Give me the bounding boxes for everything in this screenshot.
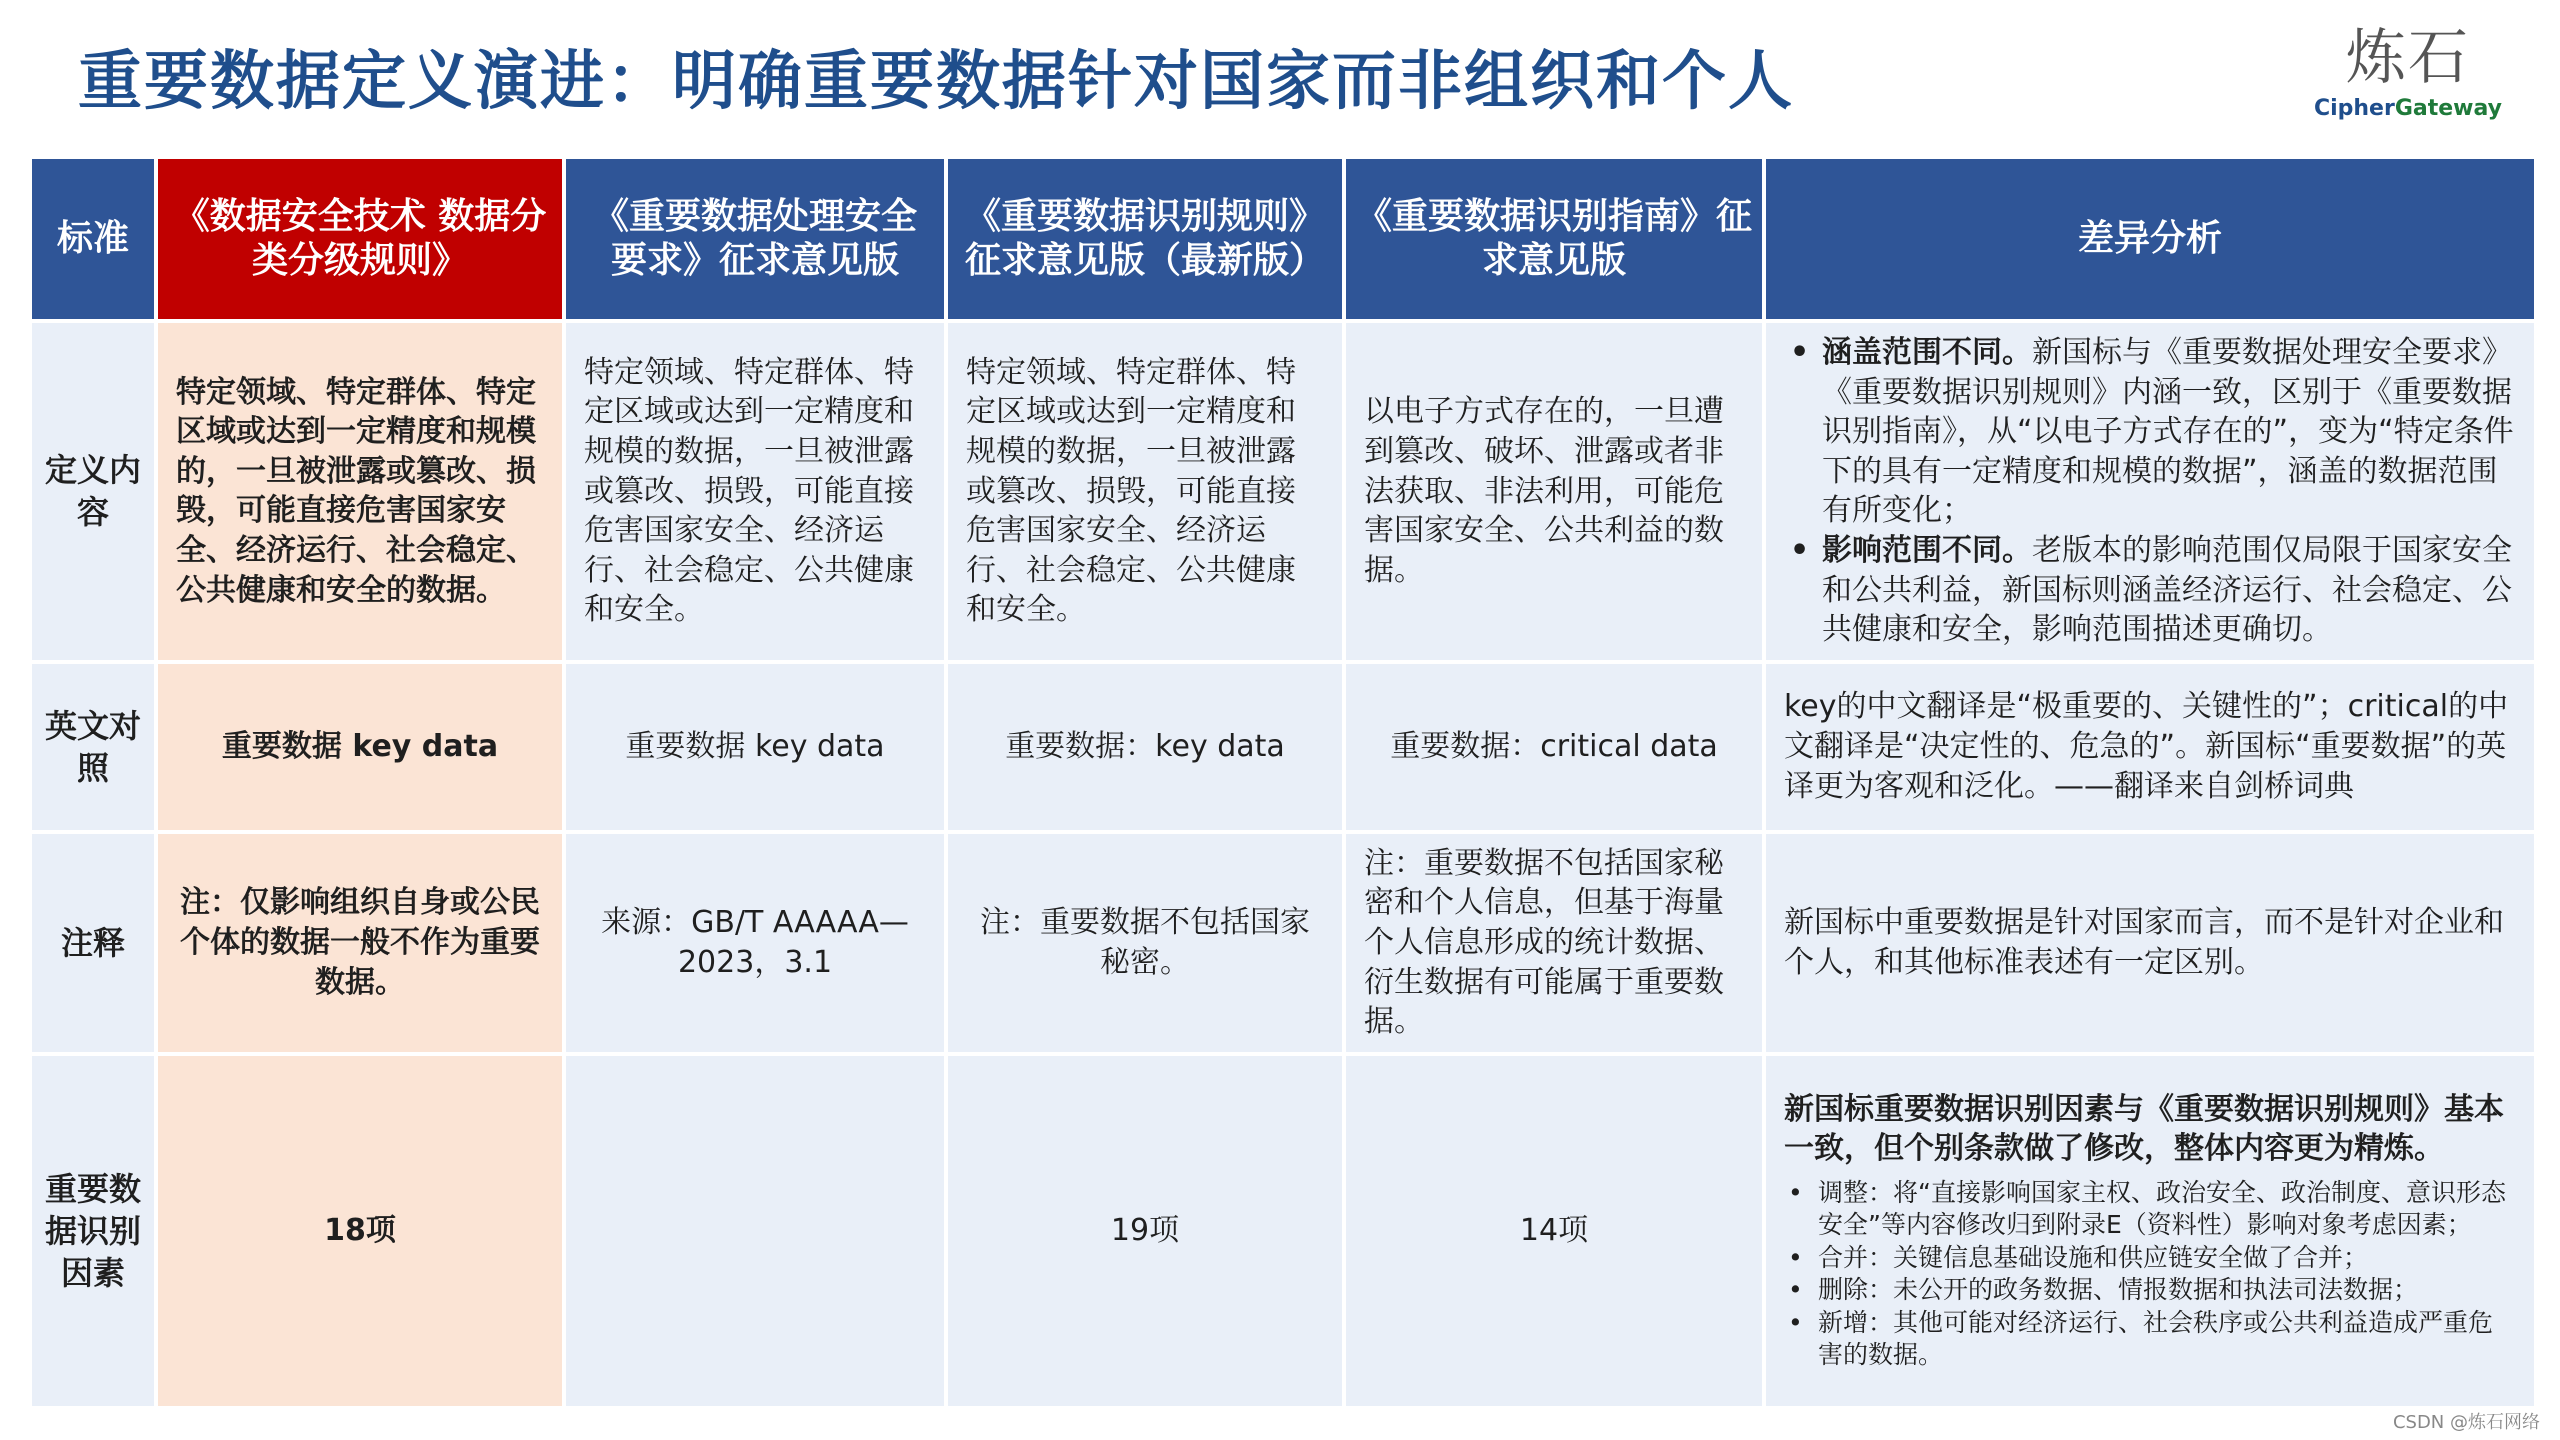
factors-item-add: • 新增：其他可能对经济运行、社会秩序或公共利益造成严重危害的数据。 bbox=[1784, 1307, 2516, 1372]
english-new-standard: 重要数据 key data bbox=[158, 664, 562, 830]
page-title: 重要数据定义演进：明确重要数据针对国家而非组织和个人 bbox=[78, 45, 1794, 119]
row-factors bbox=[32, 1056, 2534, 1406]
definition-new-standard: 特定领域、特定群体、特定区域或达到一定精度和规模的，一旦被泄露或篡改、损毁，可能直接危害国家安全、经济运行、社会稳定、公共健康和安全的数据。 bbox=[158, 323, 562, 660]
source-watermark: CSDN @炼石网络 bbox=[2392, 1412, 2540, 1433]
factors-new-standard: 18项 bbox=[158, 1056, 562, 1406]
english-identification-rules: 重要数据：key data bbox=[948, 664, 1342, 830]
note-identification-guide: 注：重要数据不包括国家秘密和个人信息，但基于海量个人信息形成的统计数据、衍生数据有可能属于重要数据。 bbox=[1346, 834, 1762, 1052]
header-identification-guide: 《重要数据识别指南》征求意见版 bbox=[1346, 159, 1762, 319]
row-label-note: 注释 bbox=[32, 834, 154, 1052]
logo-chinese-text: 炼石 bbox=[2345, 23, 2470, 93]
definition-analysis bbox=[1766, 323, 2534, 660]
english-processing-requirements: 重要数据 key data bbox=[566, 664, 944, 830]
note-processing-requirements: 来源：GB/T AAAAA—2023，3.1 bbox=[566, 834, 944, 1052]
english-analysis: key的中文翻译是“极重要的、关键性的”；critical的中文翻译是“决定性的、危急的”。新国标“重要数据”的英译更为客观和泛化。——翻译来自剑桥词典 bbox=[1766, 664, 2534, 830]
definition-identification-rules: 特定领域、特定群体、特定区域或达到一定精度和规模的数据，一旦被泄露或篡改、损毁，可能直接危害国家安全、经济运行、社会稳定、公共健康和安全。 bbox=[948, 323, 1342, 660]
note-identification-rules: 注：重要数据不包括国家秘密。 bbox=[948, 834, 1342, 1052]
header-difference-analysis: 差异分析 bbox=[1766, 159, 2534, 319]
header-standard: 标准 bbox=[32, 159, 154, 319]
factors-item-adjust: • 调整：将“直接影响国家主权、政治安全、政治制度、意识形态安全”等内容修改归到附录E（资料性）影响对象考虑因素； bbox=[1784, 1177, 2516, 1242]
row-label-factors: 重要数据识别因素 bbox=[32, 1056, 154, 1406]
logo-english-part-b: Gateway bbox=[2394, 96, 2502, 121]
row-definition bbox=[32, 323, 2534, 660]
definition-identification-guide: 以电子方式存在的，一旦遭到篡改、破坏、泄露或者非法获取、非法利用，可能危害国家安全、公共利益的数据。 bbox=[1346, 323, 1762, 660]
header-row bbox=[32, 159, 2534, 319]
note-new-standard: 注：仅影响组织自身或公民个体的数据一般不作为重要数据。 bbox=[158, 834, 562, 1052]
company-logo bbox=[2313, 23, 2502, 121]
row-note bbox=[32, 834, 2534, 1052]
row-label-english: 英文对照 bbox=[32, 664, 154, 830]
english-identification-guide: 重要数据：critical data bbox=[1346, 664, 1762, 830]
factors-identification-guide: 14项 bbox=[1346, 1056, 1762, 1406]
factors-analysis bbox=[1766, 1056, 2534, 1406]
factors-analysis-summary: 新国标重要数据识别因素与《重要数据识别规则》基本一致，但个别条款做了修改，整体内容更为精炼。 bbox=[1784, 1091, 2504, 1167]
header-processing-requirements: 《重要数据处理安全要求》征求意见版 bbox=[566, 159, 944, 319]
factors-item-merge: • 合并：关键信息基础设施和供应链安全做了合并； bbox=[1784, 1242, 2516, 1275]
analysis-bullet-impact-text: 老版本的影响范围仅局限于国家安全和公共利益，新国标则涵盖经济运行、社会稳定、公共健康和安全，影响范围描述更确切。 bbox=[1822, 532, 2512, 648]
logo-english-part-a: Cipher bbox=[2313, 96, 2395, 121]
row-label-definition: 定义内容 bbox=[32, 323, 154, 660]
factors-identification-rules: 19项 bbox=[948, 1056, 1342, 1406]
note-analysis: 新国标中重要数据是针对国家而言，而不是针对企业和个人，和其他标准表述有一定区别。 bbox=[1766, 834, 2534, 1052]
factors-item-delete: • 删除：未公开的政务数据、情报数据和执法司法数据； bbox=[1784, 1274, 2516, 1307]
logo-english-text bbox=[2314, 96, 2502, 121]
analysis-bullet-scope-text: 新国标与《重要数据处理安全要求》《重要数据识别规则》内涵一致，区别于《重要数据识别指南》，从“以电子方式存在的”，变为“特定条件下的具有一定精度和规模的数据”，涵盖的数据范围有所变化； bbox=[1822, 335, 2514, 529]
analysis-bullet-scope bbox=[1784, 333, 2516, 531]
comparison-table bbox=[28, 155, 2538, 1410]
analysis-bullet-impact-title: 影响范围不同。 bbox=[1822, 532, 2032, 568]
analysis-bullet-impact bbox=[1784, 531, 2516, 650]
header-identification-rules: 《重要数据识别规则》征求意见版（最新版） bbox=[948, 159, 1342, 319]
row-english bbox=[32, 664, 2534, 830]
definition-processing-requirements: 特定领域、特定群体、特定区域或达到一定精度和规模的数据，一旦被泄露或篡改、损毁，可能直接危害国家安全、经济运行、社会稳定、公共健康和安全。 bbox=[566, 323, 944, 660]
analysis-bullet-scope-title: 涵盖范围不同。 bbox=[1822, 335, 2032, 370]
header-new-national-standard: 《数据安全技术 数据分类分级规则》 bbox=[158, 159, 562, 319]
factors-processing-requirements bbox=[566, 1056, 944, 1406]
